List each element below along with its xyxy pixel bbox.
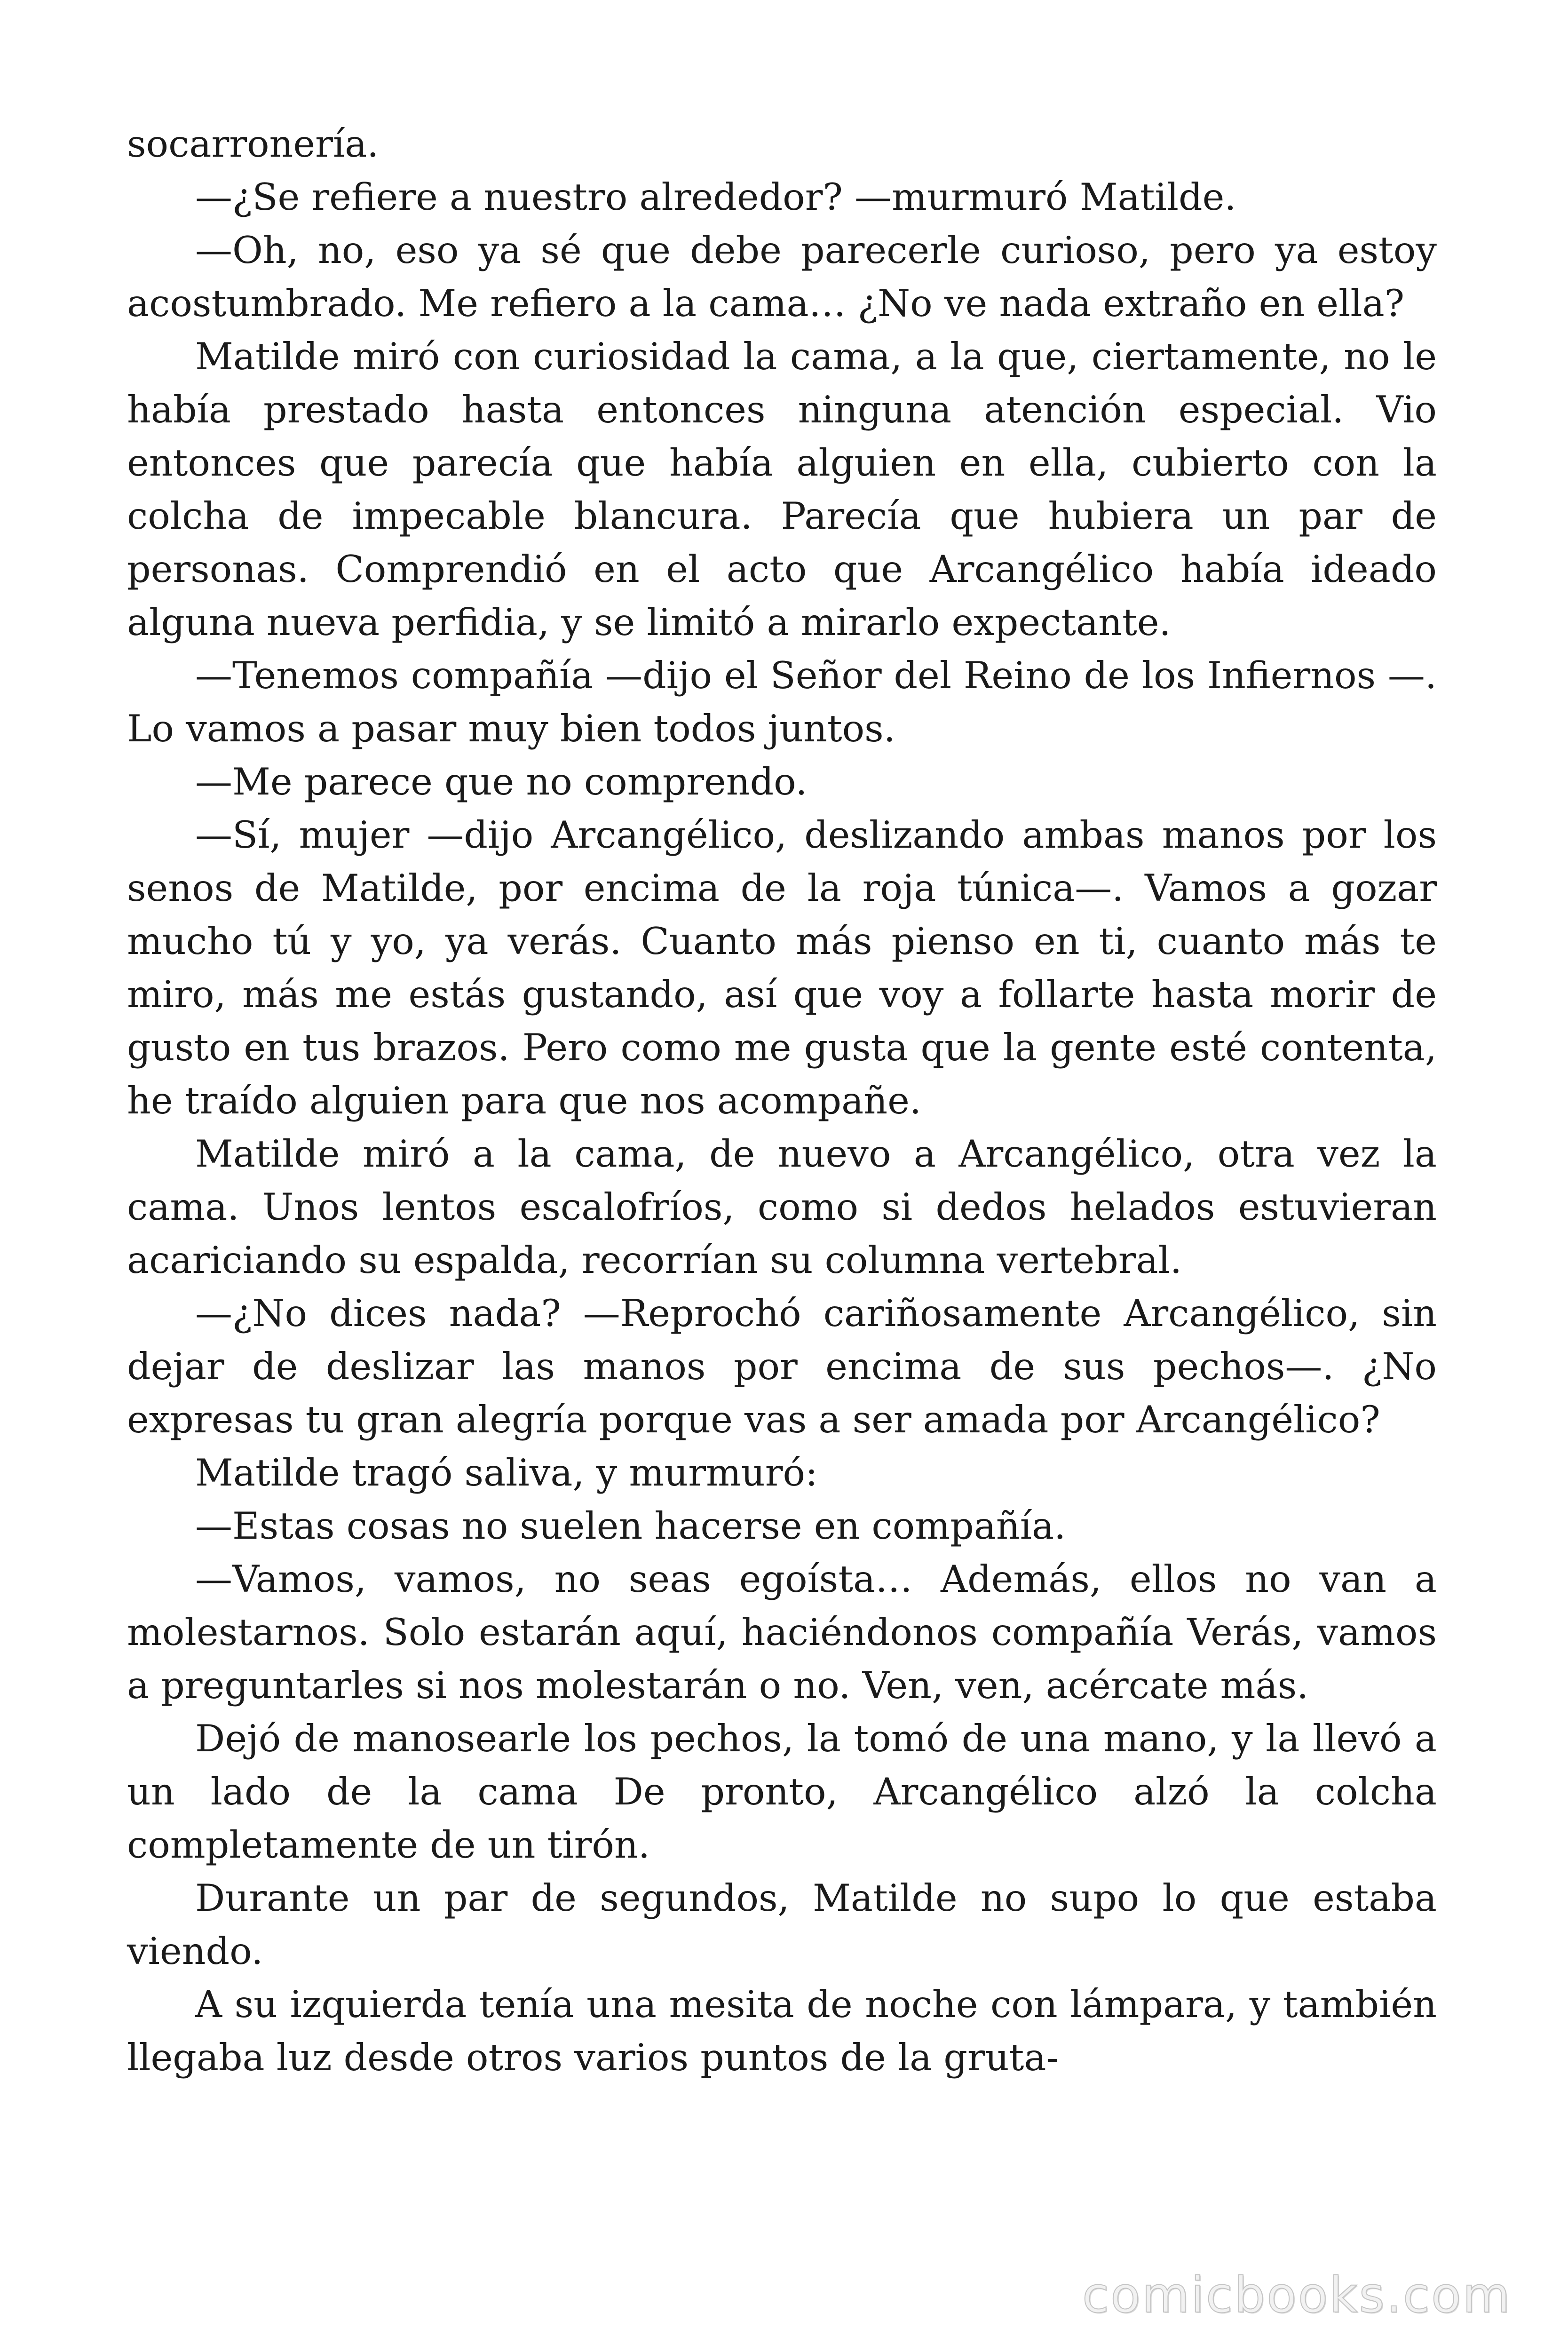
paragraph: Durante un par de segundos, Matilde no supo lo que estaba viendo. <box>127 1876 1437 1973</box>
paragraph: —Estas cosas no suelen hacerse en compañía. <box>195 1504 1066 1548</box>
paragraph: Dejó de manosearle los pechos, la tomó de una mano, y la llevó a un lado de la cama De pronto, Arcangélico alzó la colcha completamente de un tirón. <box>127 1717 1437 1867</box>
paragraph: —¿Se refiere a nuestro alrededor? —murmuró Matilde. <box>195 175 1236 219</box>
paragraph: Matilde tragó saliva, y murmuró: <box>195 1451 818 1494</box>
paragraph: —Oh, no, eso ya sé que debe parecerle curioso, pero ya estoy acostumbrado. Me refiero a la cama… ¿No ve nada extraño en ella? <box>127 229 1437 325</box>
watermark: comicbooks.com <box>1082 2266 1512 2324</box>
paragraph: A su izquierda tenía una mesita de noche con lámpara, y también llegaba luz desde otros varios puntos de la gruta- <box>127 1983 1437 2079</box>
page-text <box>127 118 1437 2084</box>
paragraph: —Vamos, vamos, no seas egoísta… Además, ellos no van a molestarnos. Solo estarán aquí, haciéndonos compañía Verás, vamos a preguntarles si nos molestarán o no. Ven, ven, acércate más. <box>127 1557 1437 1707</box>
paragraph: socarronería. <box>127 122 379 166</box>
paragraph: —Me parece que no comprendo. <box>195 760 808 803</box>
paragraph: Matilde miró con curiosidad la cama, a la que, ciertamente, no le había prestado hasta entonces ninguna atención especial. Vio entonces que parecía que había alguien en ella, cubierto con la colcha de impecable blancura. Parecía que hubiera un par de personas. Comprendió en el acto que Arcangélico había ideado alguna nueva perfidia, y se limitó a mirarlo expectante. <box>127 335 1437 644</box>
paragraph: —Tenemos compañía —dijo el Señor del Reino de los Infiernos —. Lo vamos a pasar muy bien todos juntos. <box>127 654 1437 750</box>
paragraph: —¿No dices nada? —Reprochó cariñosamente Arcangélico, sin dejar de deslizar las manos por encima de sus pechos—. ¿No expresas tu gran alegría porque vas a ser amada por Arcangélico? <box>127 1292 1437 1441</box>
paragraph: —Sí, mujer —dijo Arcangélico, deslizando ambas manos por los senos de Matilde, por encima de la roja túnica—. Vamos a gozar mucho tú y yo, ya verás. Cuanto más pienso en ti, cuanto más te miro, más me estás gustando, así que voy a follarte hasta morir de gusto en tus brazos. Pero como me gusta que la gente esté contenta, he traído alguien para que nos acompañe. <box>127 813 1437 1122</box>
paragraph: Matilde miró a la cama, de nuevo a Arcangélico, otra vez la cama. Unos lentos escalofríos, como si dedos helados estuvieran acariciando su espalda, recorrían su columna vertebral. <box>127 1132 1437 1282</box>
